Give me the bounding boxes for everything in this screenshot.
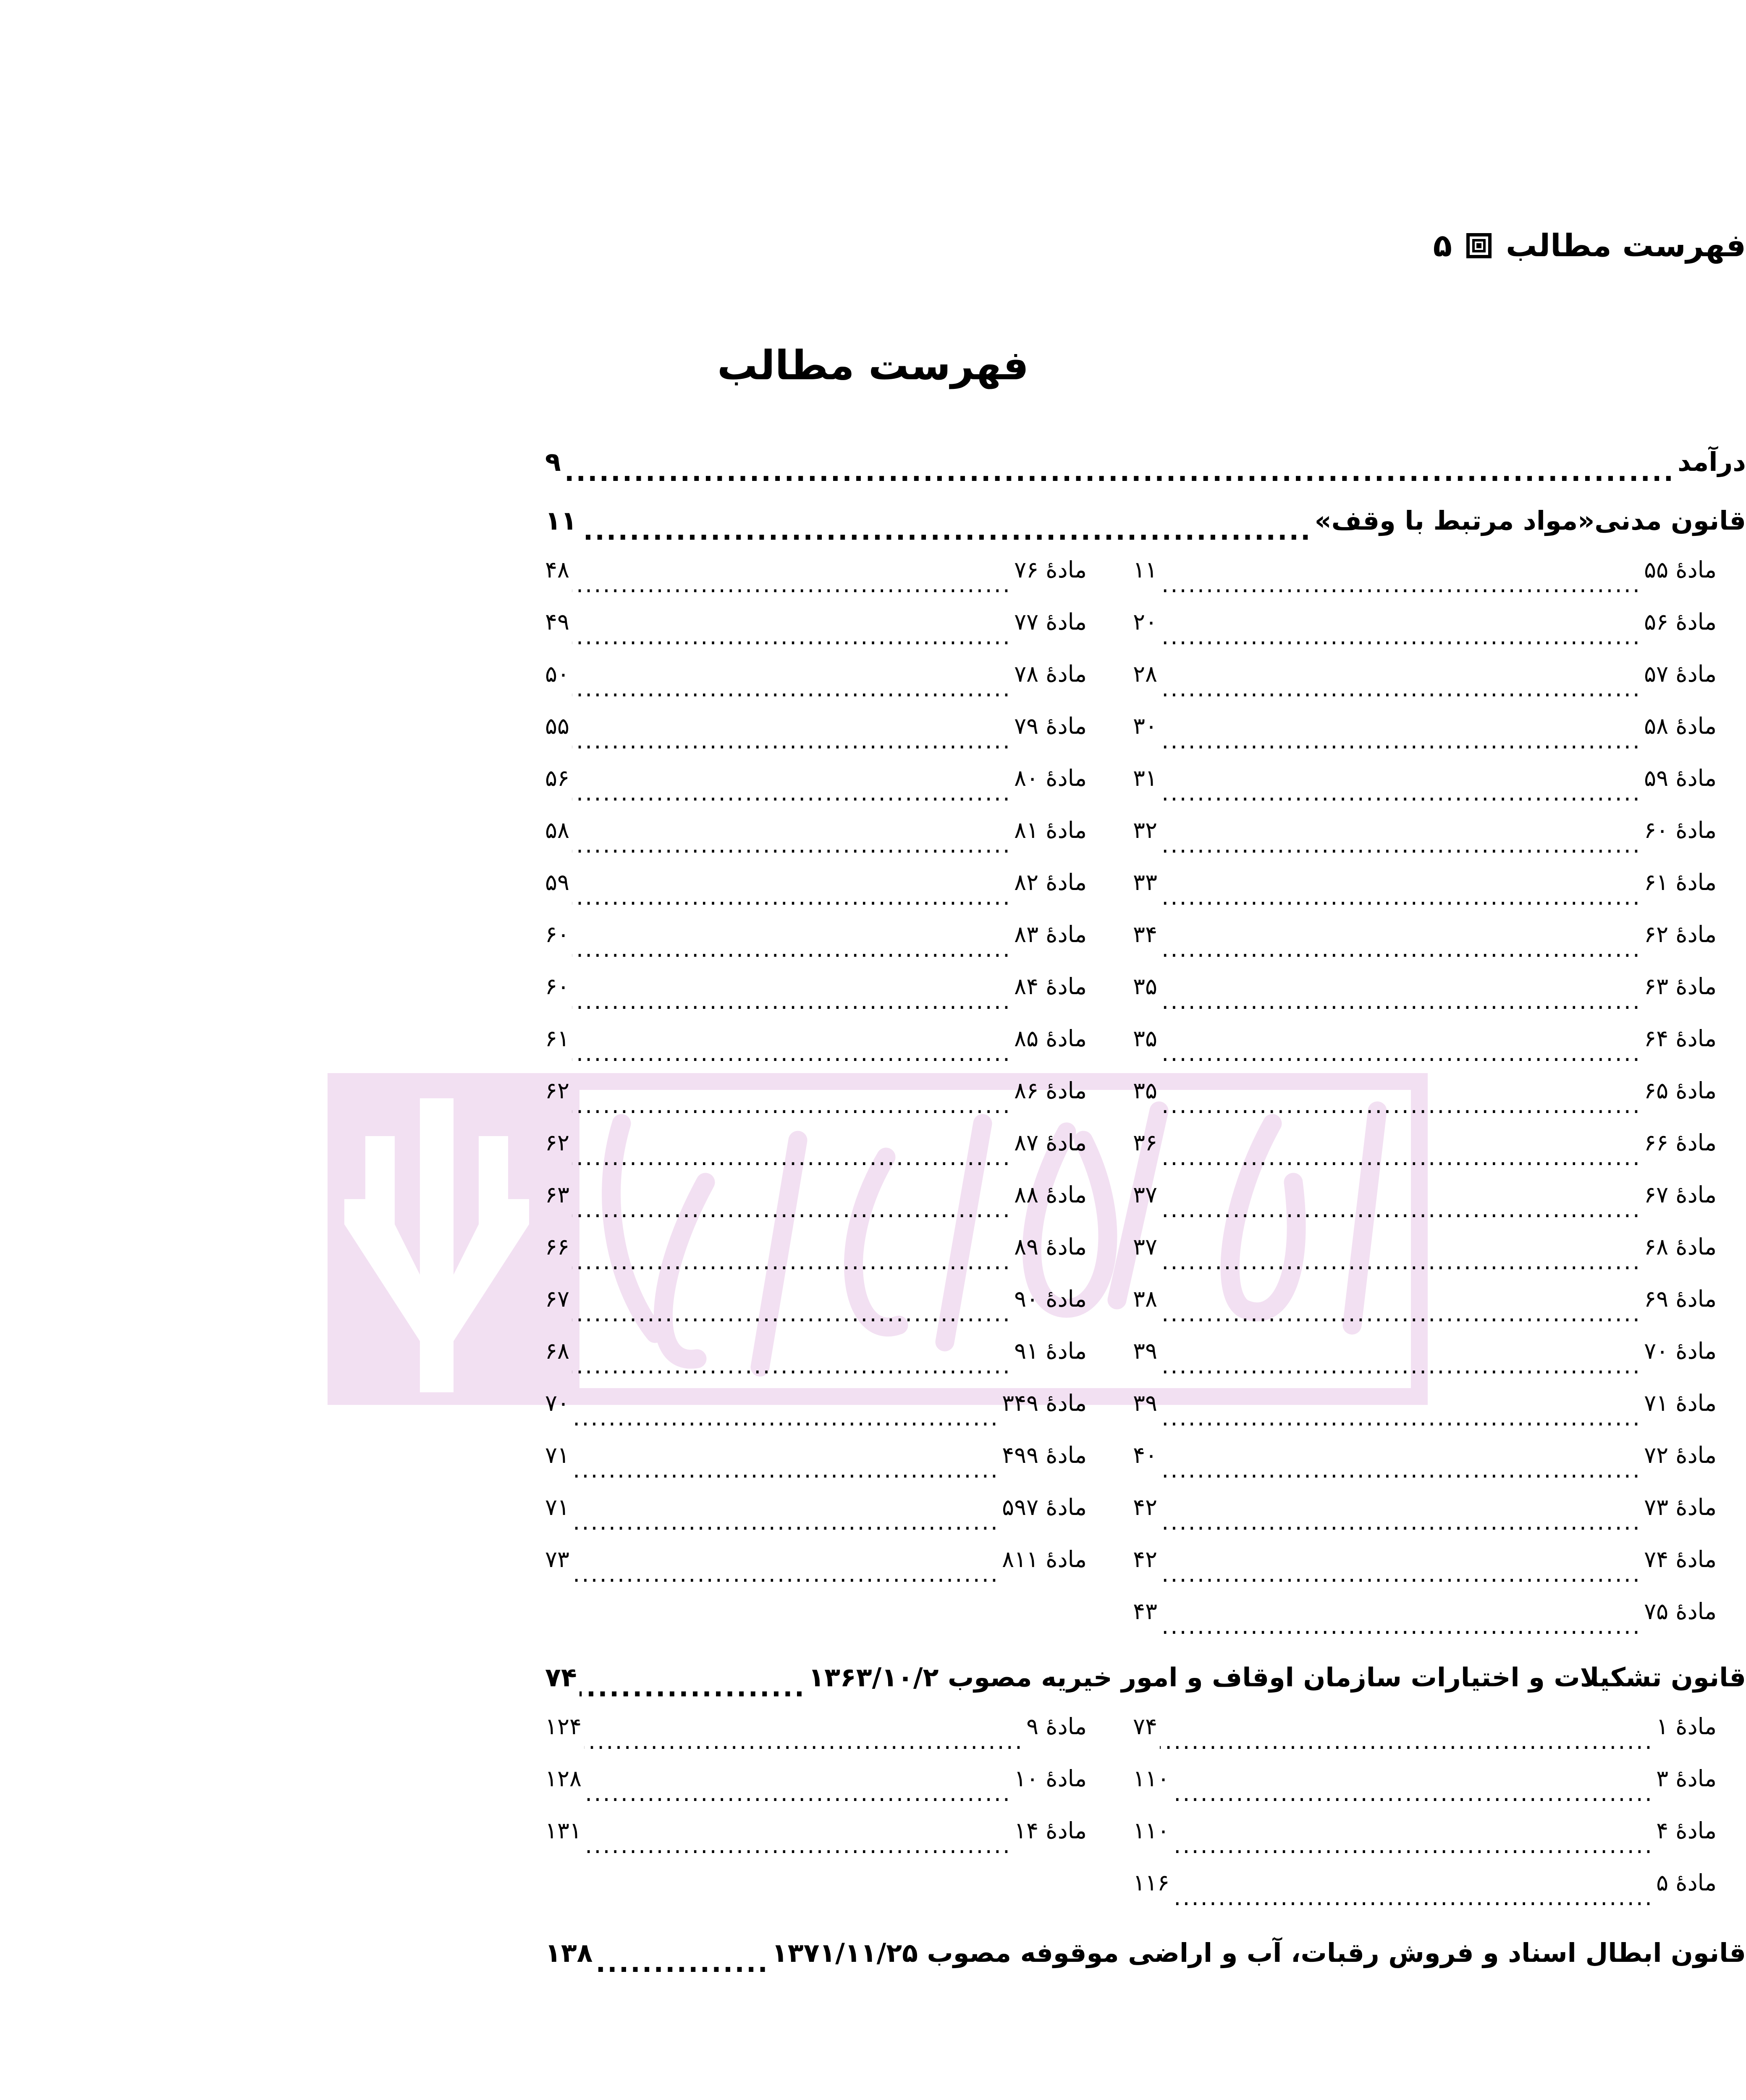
toc-article-entry[interactable] — [545, 544, 1087, 596]
article-label: مادهٔ ۸۱۱ — [1002, 1546, 1087, 1572]
articles-grid — [545, 544, 1746, 1638]
article-label: مادهٔ ۷۶ — [1014, 556, 1087, 583]
article-page: ۳۹ — [1133, 1338, 1158, 1364]
article-page: ۴۸ — [545, 556, 570, 583]
toc-article-entry[interactable] — [545, 1169, 1087, 1221]
article-page: ۱۱۰ — [1133, 1765, 1170, 1792]
article-label: مادهٔ ۵ — [1656, 1869, 1717, 1896]
article-page: ۵۵ — [545, 713, 570, 739]
article-page: ۳۵ — [1133, 973, 1158, 1000]
article-label: مادهٔ ۵۶ — [1644, 609, 1717, 635]
article-page: ۳۶ — [1133, 1129, 1158, 1156]
article-page: ۱۱۰ — [1133, 1817, 1170, 1844]
dot-leader — [595, 1950, 769, 1976]
article-page: ۷۳ — [545, 1546, 570, 1572]
article-page: ۶۶ — [545, 1234, 570, 1260]
dot-leader — [1160, 1354, 1641, 1377]
article-page: ۲۰ — [1133, 609, 1158, 635]
toc-section-civil-code — [545, 498, 1746, 1638]
article-page: ۶۷ — [545, 1286, 570, 1312]
toc-article-entry[interactable] — [1133, 1857, 1717, 1909]
dot-leader — [572, 938, 1012, 961]
article-label: مادهٔ ۶۹ — [1644, 1286, 1717, 1312]
article-page: ۴۹ — [545, 609, 570, 635]
toc-article-entry[interactable] — [1133, 648, 1717, 700]
dot-leader — [1160, 677, 1641, 700]
toc-article-entry[interactable] — [545, 1273, 1087, 1325]
toc-article-entry[interactable] — [545, 804, 1087, 856]
dot-leader — [1160, 573, 1641, 596]
toc-article-entry[interactable] — [545, 1117, 1087, 1169]
articles-grid — [545, 1701, 1746, 1909]
toc-article-entry[interactable] — [1133, 1065, 1717, 1117]
dot-leader — [564, 459, 1675, 485]
article-label: مادهٔ ۶۴ — [1644, 1025, 1717, 1052]
toc-article-entry[interactable] — [545, 752, 1087, 804]
article-label: مادهٔ ۵۹۷ — [1002, 1494, 1087, 1520]
toc-entry-cancellation-law[interactable] — [545, 1930, 1746, 1976]
article-page: ۳۵ — [1133, 1025, 1158, 1052]
page-number: ۵ — [1433, 228, 1452, 264]
article-page: ۱۳۱ — [545, 1817, 582, 1844]
article-page: ۲۸ — [1133, 661, 1158, 687]
toc-article-entry[interactable] — [545, 1013, 1087, 1065]
dot-leader — [572, 1094, 1012, 1117]
dot-leader — [572, 1042, 1012, 1065]
toc-section-awqaf-org-law — [545, 1654, 1746, 1909]
article-page: ۷۱ — [545, 1442, 570, 1468]
toc-article-entry[interactable] — [1133, 804, 1717, 856]
toc-article-entry[interactable] — [1133, 544, 1717, 596]
toc-article-entry[interactable] — [1133, 1117, 1717, 1169]
article-label: مادهٔ ۴ — [1656, 1817, 1717, 1844]
article-page: ۶۰ — [545, 921, 570, 948]
toc-article-entry[interactable] — [1133, 1429, 1717, 1481]
dot-leader — [572, 1563, 999, 1586]
article-label: مادهٔ ۷۸ — [1014, 661, 1087, 687]
article-page: ۳۵ — [1133, 1077, 1158, 1104]
toc-article-entry[interactable] — [545, 908, 1087, 961]
dot-leader — [572, 1407, 999, 1429]
article-page: ۱۲۴ — [545, 1713, 582, 1740]
article-label: مادهٔ ۸۴ — [1014, 973, 1087, 1000]
dot-leader — [1160, 730, 1641, 752]
article-label: مادهٔ ۶۸ — [1644, 1234, 1717, 1260]
article-label: مادهٔ ۵۹ — [1644, 765, 1717, 791]
toc-entry-intro[interactable] — [545, 439, 1746, 485]
toc-entry-page: ۹ — [545, 446, 561, 477]
article-label: مادهٔ ۸۸ — [1014, 1181, 1087, 1208]
dot-leader — [1160, 834, 1641, 856]
dot-leader — [572, 886, 1012, 908]
toc-article-entry[interactable] — [545, 700, 1087, 752]
article-page: ۳۰ — [1133, 713, 1158, 739]
toc-article-entry[interactable] — [1133, 1325, 1717, 1377]
toc-article-entry[interactable] — [1133, 596, 1717, 648]
article-label: مادهٔ ۶۳ — [1644, 973, 1717, 1000]
dot-leader — [572, 677, 1012, 700]
article-label: مادهٔ ۵۷ — [1644, 661, 1717, 687]
article-page: ۶۲ — [545, 1129, 570, 1156]
article-label: مادهٔ ۵۵ — [1644, 556, 1717, 583]
toc-entry-label: درآمد — [1678, 446, 1746, 477]
articles-column-right — [1133, 1701, 1717, 1909]
article-label: مادهٔ ۴۹۹ — [1002, 1442, 1087, 1468]
dot-leader — [584, 1834, 1012, 1857]
article-label: مادهٔ ۷۰ — [1644, 1338, 1717, 1364]
article-page: ۵۰ — [545, 661, 570, 687]
toc-article-entry[interactable] — [545, 1325, 1087, 1377]
article-label: مادهٔ ۷۲ — [1644, 1442, 1717, 1468]
articles-column-left — [545, 1701, 1087, 1909]
article-label: مادهٔ ۷۹ — [1014, 713, 1087, 739]
article-page: ۶۲ — [545, 1077, 570, 1104]
article-label: مادهٔ ۸۵ — [1014, 1025, 1087, 1052]
dot-leader — [1160, 1094, 1641, 1117]
article-label: مادهٔ ۸۹ — [1014, 1234, 1087, 1260]
running-header-title: فهرست مطالب — [1505, 228, 1746, 264]
toc-article-entry[interactable] — [1133, 700, 1717, 752]
toc-article-entry[interactable] — [1133, 1377, 1717, 1429]
article-page: ۵۸ — [545, 817, 570, 843]
article-label: مادهٔ ۹۰ — [1014, 1286, 1087, 1312]
dot-leader — [579, 1675, 806, 1701]
toc-entry-page: ۱۱ — [545, 505, 577, 536]
dot-leader — [572, 782, 1012, 804]
article-page: ۴۰ — [1133, 1442, 1158, 1468]
article-page: ۳۱ — [1133, 765, 1158, 791]
toc-article-entry[interactable] — [1133, 1481, 1717, 1533]
toc-article-entry[interactable] — [545, 596, 1087, 648]
articles-column-left — [545, 544, 1087, 1638]
article-page: ۶۱ — [545, 1025, 570, 1052]
article-label: مادهٔ ۸۷ — [1014, 1129, 1087, 1156]
toc-article-entry[interactable] — [545, 1481, 1087, 1533]
toc-article-entry[interactable] — [1133, 1169, 1717, 1221]
article-label: مادهٔ ۶۱ — [1644, 869, 1717, 895]
article-page: ۳۷ — [1133, 1181, 1158, 1208]
dot-leader — [584, 1782, 1012, 1805]
dot-leader — [584, 1730, 1024, 1753]
running-header — [1433, 229, 1746, 262]
dot-leader — [1160, 625, 1641, 648]
article-label: مادهٔ ۷۳ — [1644, 1494, 1717, 1520]
toc-article-entry[interactable] — [545, 1429, 1087, 1481]
toc-article-entry[interactable] — [1133, 1701, 1717, 1753]
dot-leader — [1160, 782, 1641, 804]
dot-leader — [1160, 1407, 1641, 1429]
article-label: مادهٔ ۹ — [1026, 1713, 1087, 1740]
toc-article-entry[interactable] — [545, 856, 1087, 908]
toc-entry-page: ۷۴ — [545, 1662, 577, 1693]
article-label: مادهٔ ۶۲ — [1644, 921, 1717, 948]
article-label: مادهٔ ۸۲ — [1014, 869, 1087, 895]
article-label: مادهٔ ۳۴۹ — [1002, 1390, 1087, 1416]
article-label: مادهٔ ۸۱ — [1014, 817, 1087, 843]
toc-article-entry[interactable] — [545, 1065, 1087, 1117]
dot-leader — [572, 1459, 999, 1481]
dot-leader — [1160, 1146, 1641, 1169]
toc-article-entry[interactable] — [1133, 908, 1717, 961]
toc-article-entry[interactable] — [1133, 1013, 1717, 1065]
article-label: مادهٔ ۷۱ — [1644, 1390, 1717, 1416]
toc-article-entry[interactable] — [1133, 856, 1717, 908]
article-page: ۳۴ — [1133, 921, 1158, 948]
toc-entry-label: قانون مدنی«مواد مرتبط با وقف» — [1314, 505, 1746, 536]
article-label: مادهٔ ۵۸ — [1644, 713, 1717, 739]
article-page: ۳۸ — [1133, 1286, 1158, 1312]
dot-leader — [1160, 990, 1641, 1013]
nested-square-icon — [1466, 233, 1492, 258]
article-label: مادهٔ ۸۳ — [1014, 921, 1087, 948]
article-label: مادهٔ ۱۴ — [1014, 1817, 1087, 1844]
toc-article-entry[interactable] — [1133, 1586, 1717, 1638]
dot-leader — [572, 1250, 1012, 1273]
article-label: مادهٔ ۱ — [1656, 1713, 1717, 1740]
dot-leader — [1160, 1042, 1641, 1065]
article-page: ۵۹ — [545, 869, 570, 895]
toc-entry-page: ۱۳۸ — [545, 1937, 593, 1968]
toc-entry-label: قانون تشکیلات و اختیارات سازمان اوقاف و امور خیریه مصوب ۱۳۶۳/۱۰/۲ — [808, 1662, 1746, 1693]
dot-leader — [572, 1146, 1012, 1169]
dot-leader — [1172, 1834, 1654, 1857]
article-page: ۳۹ — [1133, 1390, 1158, 1416]
article-page: ۵۶ — [545, 765, 570, 791]
article-page: ۴۲ — [1133, 1546, 1158, 1572]
dot-leader — [572, 990, 1012, 1013]
article-page: ۴۲ — [1133, 1494, 1158, 1520]
dot-leader — [572, 1302, 1012, 1325]
toc-article-entry[interactable] — [545, 1533, 1087, 1586]
article-page: ۷۰ — [545, 1390, 570, 1416]
dot-leader — [1160, 886, 1641, 908]
article-label: مادهٔ ۷۴ — [1644, 1546, 1717, 1572]
article-label: مادهٔ ۷۷ — [1014, 609, 1087, 635]
dot-leader — [1160, 1615, 1641, 1638]
article-page: ۶۳ — [545, 1181, 570, 1208]
article-label: مادهٔ ۶۶ — [1644, 1129, 1717, 1156]
article-label: مادهٔ ۳ — [1656, 1765, 1717, 1792]
dot-leader — [1160, 1198, 1641, 1221]
article-page: ۶۸ — [545, 1338, 570, 1364]
toc-entry-civil-code[interactable] — [545, 498, 1746, 544]
article-label: مادهٔ ۶۷ — [1644, 1181, 1717, 1208]
dot-leader — [1160, 1250, 1641, 1273]
article-page: ۷۴ — [1133, 1713, 1158, 1740]
toc-article-entry[interactable] — [1133, 1805, 1717, 1857]
toc-article-entry[interactable] — [1133, 1533, 1717, 1586]
toc-article-entry[interactable] — [545, 648, 1087, 700]
dot-leader — [572, 573, 1012, 596]
toc-article-entry[interactable] — [545, 1701, 1087, 1753]
dot-leader — [572, 1198, 1012, 1221]
toc-article-entry[interactable] — [1133, 1221, 1717, 1273]
toc-article-entry[interactable] — [545, 1377, 1087, 1429]
article-label: مادهٔ ۹۱ — [1014, 1338, 1087, 1364]
toc-section-intro — [545, 439, 1746, 485]
article-label: مادهٔ ۶۰ — [1644, 817, 1717, 843]
toc-article-entry[interactable] — [1133, 961, 1717, 1013]
dot-leader — [1160, 1511, 1641, 1533]
dot-leader — [572, 625, 1012, 648]
article-page: ۳۷ — [1133, 1234, 1158, 1260]
article-page: ۷۱ — [545, 1494, 570, 1520]
dot-leader — [1172, 1886, 1654, 1909]
dot-leader — [572, 1354, 1012, 1377]
article-page: ۳۲ — [1133, 817, 1158, 843]
dot-leader — [1160, 938, 1641, 961]
article-page: ۱۱۶ — [1133, 1869, 1170, 1896]
dot-leader — [1160, 1302, 1641, 1325]
toc-section-cancellation-law — [545, 1930, 1746, 1976]
dot-leader — [572, 1511, 999, 1533]
toc-entry-awqaf-org-law[interactable] — [545, 1654, 1746, 1701]
article-page: ۱۲۸ — [545, 1765, 582, 1792]
dot-leader — [1160, 1730, 1654, 1753]
article-label: مادهٔ ۱۰ — [1014, 1765, 1087, 1792]
dot-leader — [572, 834, 1012, 856]
dot-leader — [572, 730, 1012, 752]
toc-entry-label: قانون ابطال اسناد و فروش رقبات، آب و اراضی موقوفه مصوب ۱۳۷۱/۱۱/۲۵ — [771, 1937, 1746, 1968]
articles-column-right — [1133, 544, 1717, 1638]
toc-article-entry[interactable] — [545, 961, 1087, 1013]
article-page: ۶۰ — [545, 973, 570, 1000]
dot-leader — [1160, 1459, 1641, 1481]
article-label: مادهٔ ۸۶ — [1014, 1077, 1087, 1104]
article-label: مادهٔ ۷۵ — [1644, 1598, 1717, 1625]
toc-article-entry[interactable] — [545, 1221, 1087, 1273]
dot-leader — [1172, 1782, 1654, 1805]
toc-article-entry[interactable] — [1133, 1273, 1717, 1325]
toc-article-entry[interactable] — [545, 1805, 1087, 1857]
dot-leader — [579, 518, 1312, 544]
article-label: مادهٔ ۸۰ — [1014, 765, 1087, 791]
document-title: فهرست مطالب — [717, 342, 1029, 389]
toc-article-entry[interactable] — [545, 1753, 1087, 1805]
article-page: ۴۳ — [1133, 1598, 1158, 1625]
dot-leader — [1160, 1563, 1641, 1586]
article-page: ۱۱ — [1133, 556, 1158, 583]
article-label: مادهٔ ۶۵ — [1644, 1077, 1717, 1104]
article-page: ۳۳ — [1133, 869, 1158, 895]
toc-article-entry[interactable] — [1133, 1753, 1717, 1805]
toc-article-entry[interactable] — [1133, 752, 1717, 804]
